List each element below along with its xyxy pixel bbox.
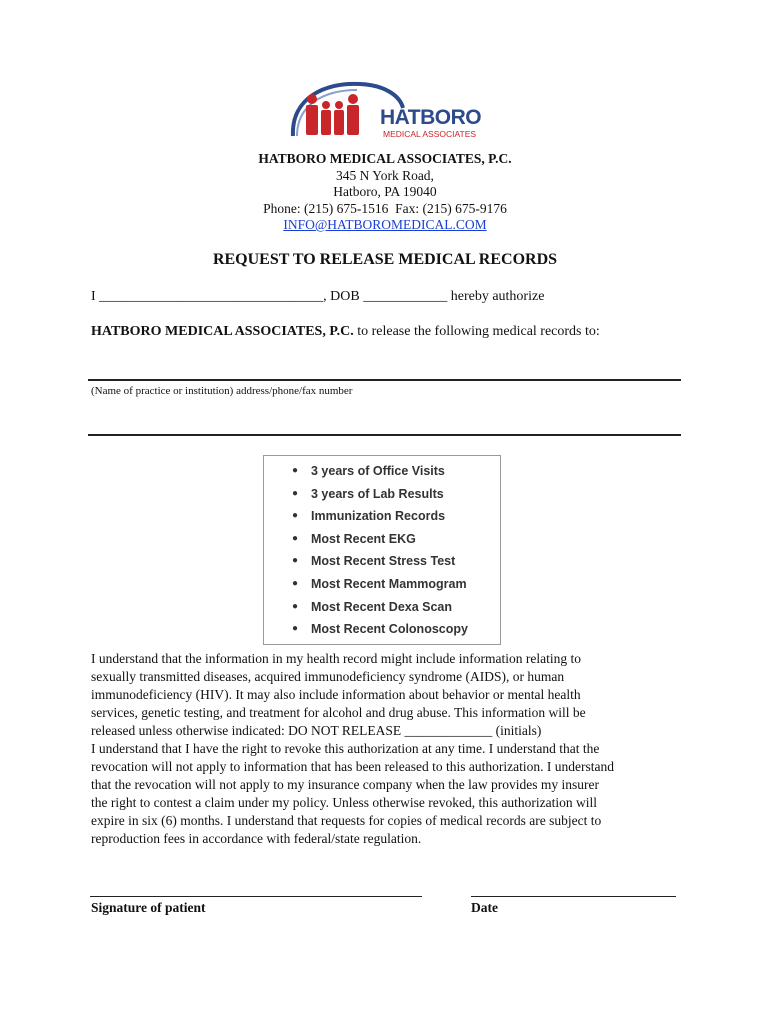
release-company: HATBORO MEDICAL ASSOCIATES, P.C. <box>91 324 354 339</box>
body-line: expire in six (6) months. I understand that requests for copies of medical records are subject to <box>91 813 602 828</box>
list-item: ● Most Recent Colonoscopy <box>264 618 468 641</box>
body-line: that the revocation will not apply to my insurance company when the law provides my insurer <box>91 777 599 792</box>
records-list <box>264 460 468 641</box>
bullet-icon: ● <box>292 465 299 476</box>
release-line <box>91 324 600 340</box>
release-text: to release the following medical records to: <box>353 324 600 339</box>
bullet-icon: ● <box>292 600 299 612</box>
list-item: ● Most Recent Mammogram <box>264 573 468 596</box>
list-item: ● 3 years of Lab Results <box>264 483 468 506</box>
signature-line[interactable] <box>90 896 422 897</box>
date-label: Date <box>471 900 498 915</box>
bullet-icon: ● <box>292 577 299 589</box>
list-item: ● Most Recent EKG <box>264 528 468 551</box>
records-list-box <box>263 455 501 645</box>
body-line: immunodeficiency (HIV). It may also include information about behavior or mental health <box>91 687 581 702</box>
list-item: ● Most Recent Stress Test <box>264 550 468 573</box>
practice-header <box>0 151 770 234</box>
logo-tagline: MEDICAL ASSOCIATES <box>383 129 477 139</box>
company-name: HATBORO MEDICAL ASSOCIATES, P.C. <box>258 151 512 166</box>
body-line: reproduction fees in accordance with federal/state regulation. <box>91 831 422 846</box>
email-link[interactable]: INFO@HATBOROMEDICAL.COM <box>283 217 487 232</box>
patient-name-field[interactable]: ________________________________ <box>99 289 324 304</box>
date-line[interactable] <box>471 896 676 897</box>
bullet-icon: ● <box>292 487 299 499</box>
recipient-caption: (Name of practice or institution) address/phone/fax number <box>91 385 353 397</box>
body-line: I understand that the information in my health record might include information relating to <box>91 651 581 666</box>
logo-word: HATBORO <box>380 106 482 129</box>
dob-field[interactable]: ____________ <box>363 289 448 304</box>
list-item: ● Most Recent Dexa Scan <box>264 596 468 619</box>
address-line-2: Hatboro, PA 19040 <box>333 184 437 199</box>
page-title: REQUEST TO RELEASE MEDICAL RECORDS <box>212 251 558 268</box>
address-line-1: 345 N York Road, <box>336 167 434 183</box>
phone-fax: Phone: (215) 675-1516 Fax: (215) 675-9176 <box>263 200 507 216</box>
body-line: I understand that I have the right to revoke this authorization at any time. I understand that the <box>91 741 600 756</box>
body-line: the right to contest a claim under my policy. Unless otherwise revoked, this authorization will <box>91 795 598 810</box>
body-line: services, genetic testing, and treatment for alcohol and drug abuse. This information will be <box>91 705 586 720</box>
authorize-line <box>91 289 544 305</box>
recipient-field-line-2[interactable] <box>88 434 681 436</box>
bullet-icon: ● <box>292 510 299 522</box>
bullet-icon: ● <box>292 555 299 567</box>
authorize-suffix: hereby authorize <box>450 289 545 304</box>
authorize-prefix: I <box>91 289 96 304</box>
body-line: sexually transmitted diseases, acquired immunodeficiency syndrome (AIDS), or human <box>91 669 565 684</box>
recipient-field-line-1[interactable] <box>88 379 681 381</box>
body-line: revocation will not apply to information that has been released to this authorization. I understand <box>91 759 614 774</box>
authorization-text <box>91 650 691 848</box>
bullet-icon: ● <box>292 532 299 544</box>
list-item: ● Immunization Records <box>264 505 468 528</box>
bullet-icon: ● <box>292 623 299 635</box>
list-item: ● 3 years of Office Visits <box>264 460 468 483</box>
body-line-initials[interactable]: released unless otherwise indicated: DO NOT RELEASE _____________ (initials) <box>91 723 542 738</box>
dob-label: , DOB <box>323 289 360 304</box>
signature-label: Signature of patient <box>91 900 206 915</box>
hatboro-logo <box>285 78 485 142</box>
